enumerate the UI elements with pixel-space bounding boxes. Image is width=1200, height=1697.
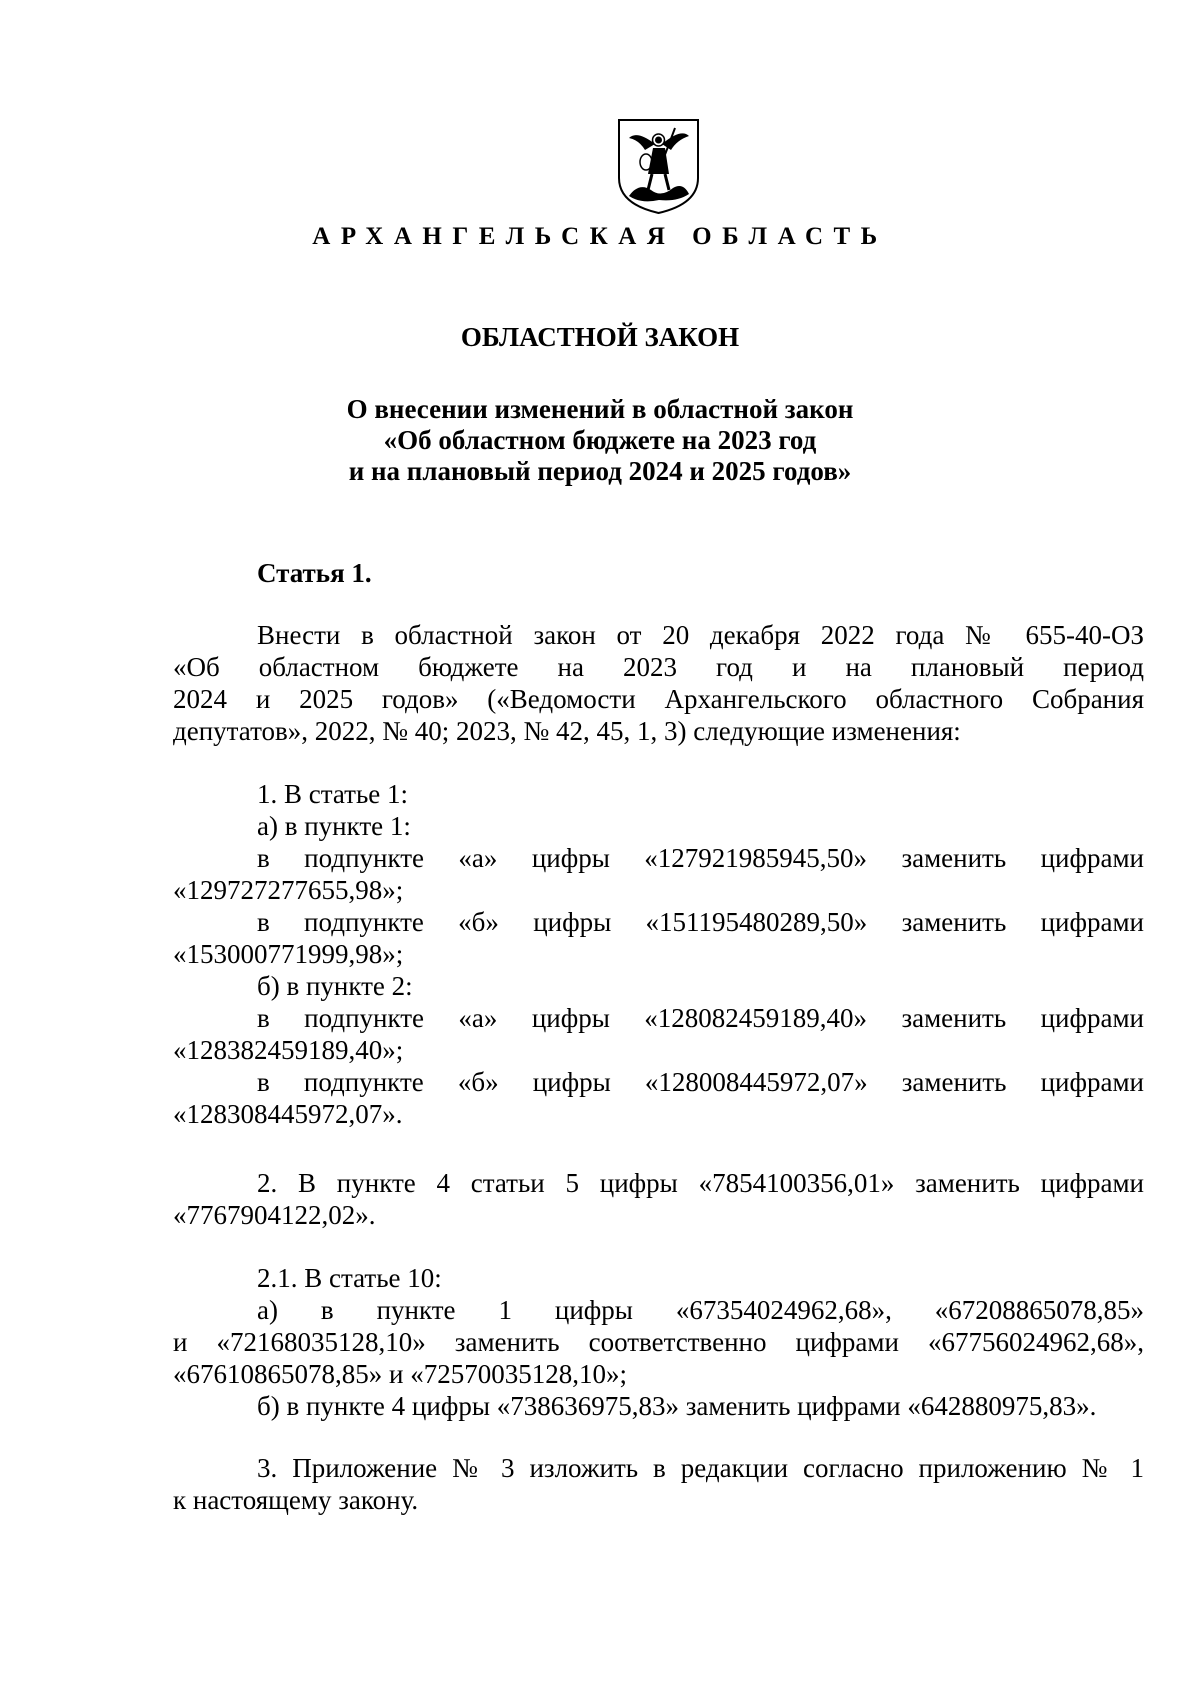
intro-paragraph [173, 619, 1144, 747]
title-line: «Об областном бюджете на 2023 год [383, 425, 817, 455]
text-line: 2024 и 2025 годов» («Ведомости Архангельского областного Собрания [173, 684, 1144, 714]
text-line: «153000771999,98»; [173, 939, 404, 969]
text-line: депутатов», 2022, № 40; 2023, № 42, 45, 1, 3) следующие изменения: [173, 716, 961, 746]
text-line: «129727277655,98»; [173, 875, 404, 905]
text-line: 3. Приложение № 3 изложить в редакции согласно приложению № 1 [257, 1453, 1144, 1483]
text-line: «128308445972,07». [173, 1099, 403, 1129]
text-line: в подпункте «б» цифры «151195480289,50» заменить цифрами [257, 907, 1144, 937]
text-line: в подпункте «а» цифры «127921985945,50» заменить цифрами [257, 843, 1144, 873]
coat-of-arms-icon [615, 116, 702, 216]
document-type: ОБЛАСТНОЙ ЗАКОН [460, 322, 740, 352]
item-1 [173, 778, 1144, 1130]
text-line: «Об областном бюджете на 2023 год и на плановый период [173, 652, 1144, 682]
law-title [0, 394, 1200, 487]
text-line: «67610865078,85» и «72570035128,10»; [173, 1359, 627, 1389]
item-2-1 [173, 1262, 1144, 1422]
text-line: «7767904122,02». [173, 1200, 376, 1230]
title-line: О внесении изменений в областной закон [346, 394, 854, 424]
text-line: в подпункте «а» цифры «128082459189,40» заменить цифрами [257, 1003, 1144, 1033]
text-line: «128382459189,40»; [173, 1035, 404, 1065]
item-2 [173, 1167, 1144, 1231]
item-3 [173, 1452, 1144, 1516]
text-line: Внести в областной закон от 20 декабря 2022 года № 655-40-ОЗ [257, 620, 1144, 650]
text-line: 2.1. В статье 10: [257, 1263, 442, 1293]
title-line: и на плановый период 2024 и 2025 годов» [348, 456, 852, 486]
text-line: в подпункте «б» цифры «128008445972,07» заменить цифрами [257, 1067, 1144, 1097]
text-line: а) в пункте 1: [257, 811, 411, 841]
article-heading: Статья 1. [257, 558, 372, 588]
text-line: к настоящему закону. [173, 1485, 419, 1515]
text-line: б) в пункте 4 цифры «738636975,83» заменить цифрами «642880975,83». [257, 1391, 1097, 1421]
region-name: АРХАНГЕЛЬСКАЯ ОБЛАСТЬ [312, 223, 888, 250]
text-line: 2. В пункте 4 статьи 5 цифры «7854100356,01» заменить цифрами [257, 1168, 1144, 1198]
text-line: и «72168035128,10» заменить соответственно цифрами «67756024962,68», [173, 1327, 1144, 1357]
text-line: б) в пункте 2: [257, 971, 413, 1001]
text-line: 1. В статье 1: [257, 779, 409, 809]
text-line: а) в пункте 1 цифры «67354024962,68», «67208865078,85» [257, 1295, 1144, 1325]
